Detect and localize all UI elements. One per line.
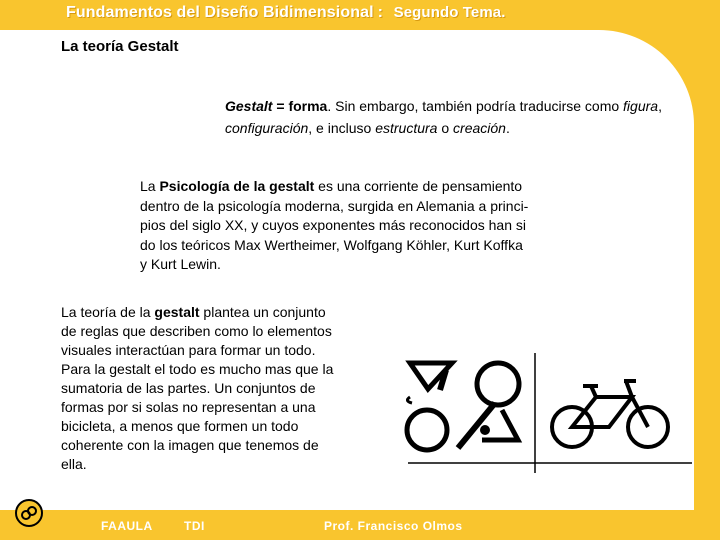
term-configuracion: configuración — [225, 120, 309, 136]
line-text: formas por si solas no representan a una — [61, 399, 316, 415]
gestalt-theory-paragraph — [61, 303, 381, 474]
line-text: dentro de la psicología moderna, surgida en Alemania a princi- — [140, 197, 529, 214]
handlebar-stem — [626, 381, 632, 397]
bicycle-icon — [552, 381, 668, 447]
equals-sign: = — [272, 98, 289, 114]
term-creacion: creación — [453, 120, 506, 136]
term-gestalt: Gestalt — [225, 98, 273, 114]
dot-shape — [480, 425, 490, 435]
slide-header — [66, 4, 506, 26]
footer-school: FAAULA — [101, 519, 153, 533]
figure-illustration — [400, 345, 700, 475]
line-text: y Kurt Lewin. — [140, 256, 221, 272]
hook-shape — [407, 397, 412, 403]
topic-title: Segundo Tema. — [393, 4, 506, 21]
line-text: plantea un conjunto — [199, 304, 326, 320]
scattered-bicycle-shapes-icon — [407, 363, 519, 450]
line-text: Para la gestalt el todo es mucho mas que la — [61, 361, 334, 377]
circle-shape-top — [477, 363, 519, 405]
gestalt-definition — [225, 95, 665, 139]
term-estructura: estructura — [375, 120, 438, 136]
page-title: La teoría Gestalt — [61, 38, 179, 55]
definition-text: . Sin embargo, también podría traducirse como — [327, 98, 624, 114]
line-text: coherente con la imagen que tenemos de — [61, 437, 319, 453]
line-text: La teoría de la — [61, 304, 155, 320]
line-text: pios del siglo XX, y cuyos exponentes más reconocidos han si — [140, 217, 526, 233]
line-text: es una corriente de pensamiento — [314, 178, 523, 194]
line-text: visuales interactúan para formar un todo. — [61, 342, 316, 358]
psychology-paragraph — [140, 177, 590, 275]
line-text: sumatoria de las partes. Un conjuntos de — [61, 380, 316, 396]
footer-professor: Prof. Francisco Olmos — [324, 519, 463, 533]
line-text: bicicleta, a menos que formen un todo — [61, 418, 299, 434]
footer-dept: TDI — [184, 519, 205, 533]
period: . — [505, 120, 510, 136]
gestalt-bicycle-figure — [400, 345, 700, 475]
line-text: ella. — [61, 456, 87, 472]
term-gestalt-bold: gestalt — [154, 304, 200, 320]
logo-glyph — [17, 501, 41, 525]
header-separator: : — [377, 4, 384, 21]
connector-or: o — [437, 120, 454, 136]
connector-text: , e incluso — [308, 120, 376, 136]
line-text: La — [140, 178, 160, 194]
comma: , — [658, 98, 662, 114]
term-psicologia-gestalt: Psicología de la gestalt — [159, 178, 315, 194]
term-figura: figura — [623, 98, 659, 114]
course-title: Fundamentos del Diseño Bidimensional — [66, 4, 374, 21]
line-text: de reglas que describen como lo elementos — [61, 323, 332, 339]
bicycle-frame — [572, 397, 632, 427]
line-text: do los teóricos Max Wertheimer, Wolfgang Köhler, Kurt Koffka — [140, 236, 523, 253]
term-forma: forma — [288, 98, 328, 114]
bicycle-logo-icon — [15, 499, 43, 527]
circle-shape-bottom — [407, 410, 447, 450]
